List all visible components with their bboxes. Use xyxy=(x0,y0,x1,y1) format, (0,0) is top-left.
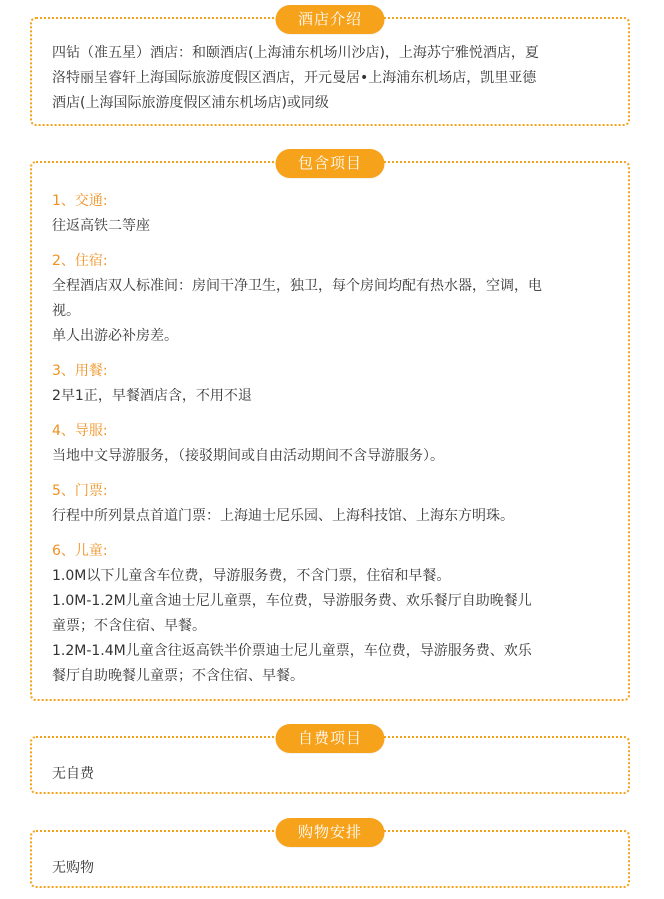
item-line: 全程酒店双人标准间：房间干净卫生，独卫，每个房间均配有热水器，空调，电 xyxy=(52,278,542,294)
item-line: 餐厅自助晚餐儿童票；不含住宿、早餐。 xyxy=(52,668,304,684)
item-heading-guide: 4、导服: xyxy=(52,423,108,439)
shopping-section xyxy=(30,823,630,888)
item-line: 行程中所列景点首道门票：上海迪士尼乐园、上海科技馆、上海东方明珠。 xyxy=(52,508,514,524)
hotel-intro-section xyxy=(30,10,630,126)
included-items-section xyxy=(30,154,630,701)
section-title-shopping: 购物安排 xyxy=(276,818,385,847)
item-line: 当地中文导游服务，（接驳期间或自由活动期间不含导游服务）。 xyxy=(52,448,444,464)
hotel-line: 四钻（准五星）酒店：和颐酒店(上海浦东机场川沙店)，上海苏宁雅悦酒店，夏 xyxy=(52,45,539,61)
item-line: 视。 xyxy=(52,303,80,319)
item-heading-transport: 1、交通: xyxy=(52,193,108,209)
item-line: 2早1正，早餐酒店含，不用不退 xyxy=(52,388,252,404)
shopping-text: 无购物 xyxy=(52,860,94,876)
item-heading-lodging: 2、住宿: xyxy=(52,253,108,269)
self-paid-text: 无自费 xyxy=(52,766,94,782)
item-line: 1.0M以下儿童含车位费，导游服务费，不含门票，住宿和早餐。 xyxy=(52,568,451,584)
hotel-line: 酒店(上海国际旅游度假区浦东机场店)或同级 xyxy=(52,95,329,111)
item-line: 往返高铁二等座 xyxy=(52,218,150,234)
self-paid-section xyxy=(30,729,630,794)
section-title-hotel: 酒店介绍 xyxy=(276,5,385,34)
item-heading-tickets: 5、门票: xyxy=(52,483,108,499)
item-heading-children: 6、儿童: xyxy=(52,543,108,559)
item-line: 1.0M-1.2M儿童含迪士尼儿童票，车位费，导游服务费、欢乐餐厅自助晚餐儿 xyxy=(52,593,532,609)
section-title-included: 包含项目 xyxy=(276,149,385,178)
hotel-line: 洛特丽呈睿轩上海国际旅游度假区酒店，开元曼居•上海浦东机场店，凯里亚德 xyxy=(52,70,537,86)
item-line: 1.2M-1.4M儿童含往返高铁半价票迪士尼儿童票，车位费，导游服务费、欢乐 xyxy=(52,643,532,659)
item-line: 单人出游必补房差。 xyxy=(52,328,178,344)
item-heading-meals: 3、用餐: xyxy=(52,363,108,379)
item-line: 童票；不含住宿、早餐。 xyxy=(52,618,206,634)
section-title-self-paid: 自费项目 xyxy=(276,724,385,753)
